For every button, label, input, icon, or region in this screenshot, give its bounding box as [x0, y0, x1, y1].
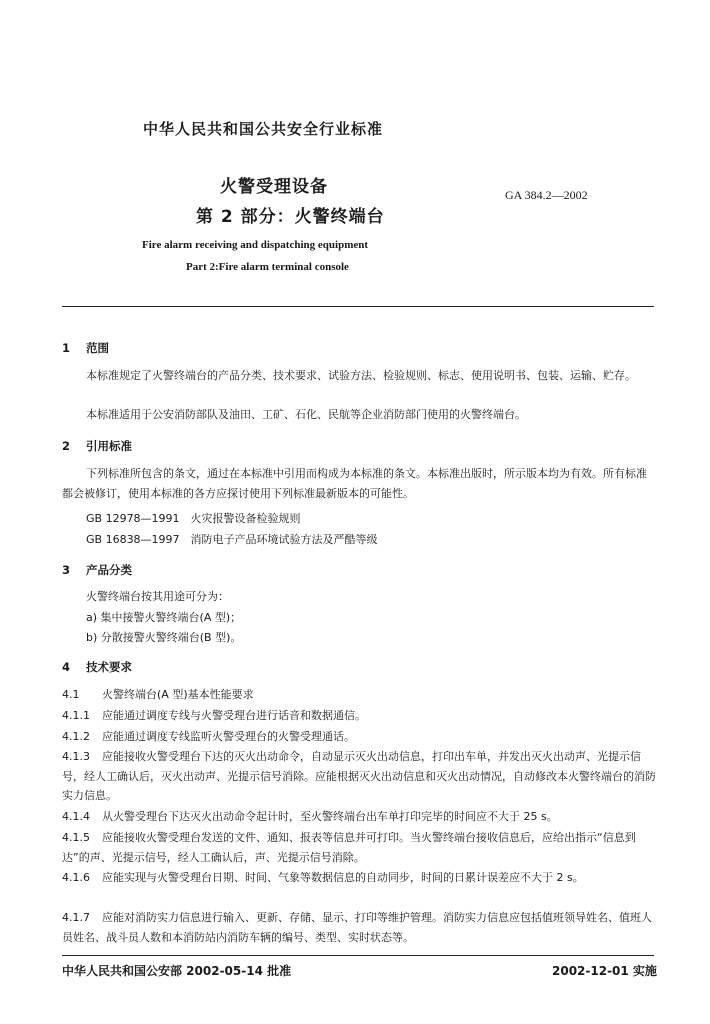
- clause-text: 应能对消防实力信息进行输入、更新、存储、显示、打印等维护管理。消防实力信息应包括值班领导姓名、值班人员姓名、战斗员人数和本消防站内消防车辆的编号、类型、实时状态等。: [62, 911, 652, 944]
- clause-number: 4.1: [62, 688, 80, 701]
- clause-text: 火警终端台(A 型)基本性能要求: [102, 688, 254, 701]
- section-2-heading: [62, 438, 132, 454]
- clause-4-1-7: [62, 908, 656, 947]
- section-3-heading: [62, 562, 132, 578]
- clause-number: 4.1.4: [62, 810, 90, 823]
- clause-number: 4.1.6: [62, 871, 90, 884]
- clause-number: 4.1.7: [62, 911, 90, 924]
- clause-4-1-5: [62, 828, 656, 867]
- section-title: 引用标准: [86, 439, 132, 453]
- english-title-line-2: Part 2:Fire alarm terminal console: [186, 261, 349, 273]
- document-title-line-2: 第 2 部分：火警终端台: [196, 207, 385, 227]
- section-title: 产品分类: [86, 563, 132, 577]
- normative-reference-1: GB 12978—1991 火灾报警设备检验规则: [86, 512, 301, 525]
- clause-4-1-3: [62, 747, 656, 806]
- section-title: 范围: [86, 341, 109, 355]
- clause-4-1-1: [62, 706, 656, 726]
- english-title-line-1: Fire alarm receiving and dispatching equipment: [142, 239, 369, 251]
- clause-text: 应能通过调度专线监听火警受理台的火警受理通话。: [102, 730, 355, 743]
- section-number: 3: [62, 563, 71, 577]
- section-number: 2: [62, 439, 71, 453]
- normative-reference-2: GB 16838—1997 消防电子产品环境试验方法及严酷等级: [86, 533, 378, 546]
- clause-text: 应能实现与火警受理台日期、时间、气象等数据信息的自动同步，时间的日累计误差应不大于 2 s。: [102, 871, 584, 884]
- clause-4-1-2: [62, 727, 656, 747]
- standard-organization: 中华人民共和国公共安全行业标准: [143, 120, 384, 138]
- section-4-heading: [62, 659, 132, 675]
- section-title: 技术要求: [86, 660, 132, 674]
- section-3-paragraph-1: 火警终端台按其用途可分为：: [86, 590, 229, 603]
- standard-number: GA 384.2—2002: [505, 188, 588, 202]
- clause-text: 应能接收火警受理台下达的灭火出动命令，自动显示灭火出动信息，打印出车单，并发出灭火出动声、光提示信号，经人工确认后，灭火出动声、光提示信号消除。应能根据灭火出动信息和灭火出动情况，自动修改本火警终端台的消防实力信息。: [62, 750, 656, 802]
- clause-number: 4.1.1: [62, 709, 90, 722]
- document-title-line-1: 火警受理设备: [220, 177, 328, 197]
- approval-info: 中华人民共和国公安部 2002-05-14 批准: [62, 964, 292, 978]
- section-2-paragraph-1: 下列标准所包含的条文，通过在本标准中引用而构成为本标准的条文。本标准出版时，所示版本均为有效。所有标准都会被修订，使用本标准的各方应探讨使用下列标准最新版本的可能性。: [62, 467, 647, 500]
- clause-text: 从火警受理台下达灭火出动命令起计时，至火警终端台出车单打印完毕的时间应不大于 25 s。: [102, 810, 558, 823]
- clause-number: 4.1.3: [62, 750, 90, 763]
- clause-number: 4.1.5: [62, 831, 90, 844]
- classification-item-b: b) 分散接警火警终端台(B 型)。: [86, 631, 242, 644]
- clause-text: 应能通过调度专线与火警受理台进行话音和数据通信。: [102, 709, 366, 722]
- classification-item-a: a) 集中接警火警终端台(A 型)；: [86, 611, 242, 624]
- header-divider: [62, 306, 654, 307]
- section-1-paragraph-2: 本标准适用于公安消防部队及油田、工矿、石化、民航等企业消防部门使用的火警终端台。: [86, 408, 526, 421]
- footer-divider: [62, 955, 654, 956]
- clause-4-1-4: [62, 807, 656, 827]
- clause-4-1-6: [62, 868, 656, 888]
- clause-4-1: [62, 685, 656, 705]
- section-number: 1: [62, 341, 71, 355]
- section-number: 4: [62, 660, 71, 674]
- section-1-heading: [62, 340, 109, 356]
- implementation-date: 2002-12-01 实施: [552, 964, 657, 978]
- section-1-paragraph-1: 本标准规定了火警终端台的产品分类、技术要求、试验方法、检验规则、标志、使用说明书、包装、运输、贮存。: [86, 369, 636, 382]
- clause-number: 4.1.2: [62, 730, 90, 743]
- clause-text: 应能接收火警受理台发送的文件、通知、报表等信息并可打印。当火警终端台接收信息后，应给出指示“信息到达”的声、光提示信号，经人工确认后，声、光提示信号消除。: [62, 831, 636, 864]
